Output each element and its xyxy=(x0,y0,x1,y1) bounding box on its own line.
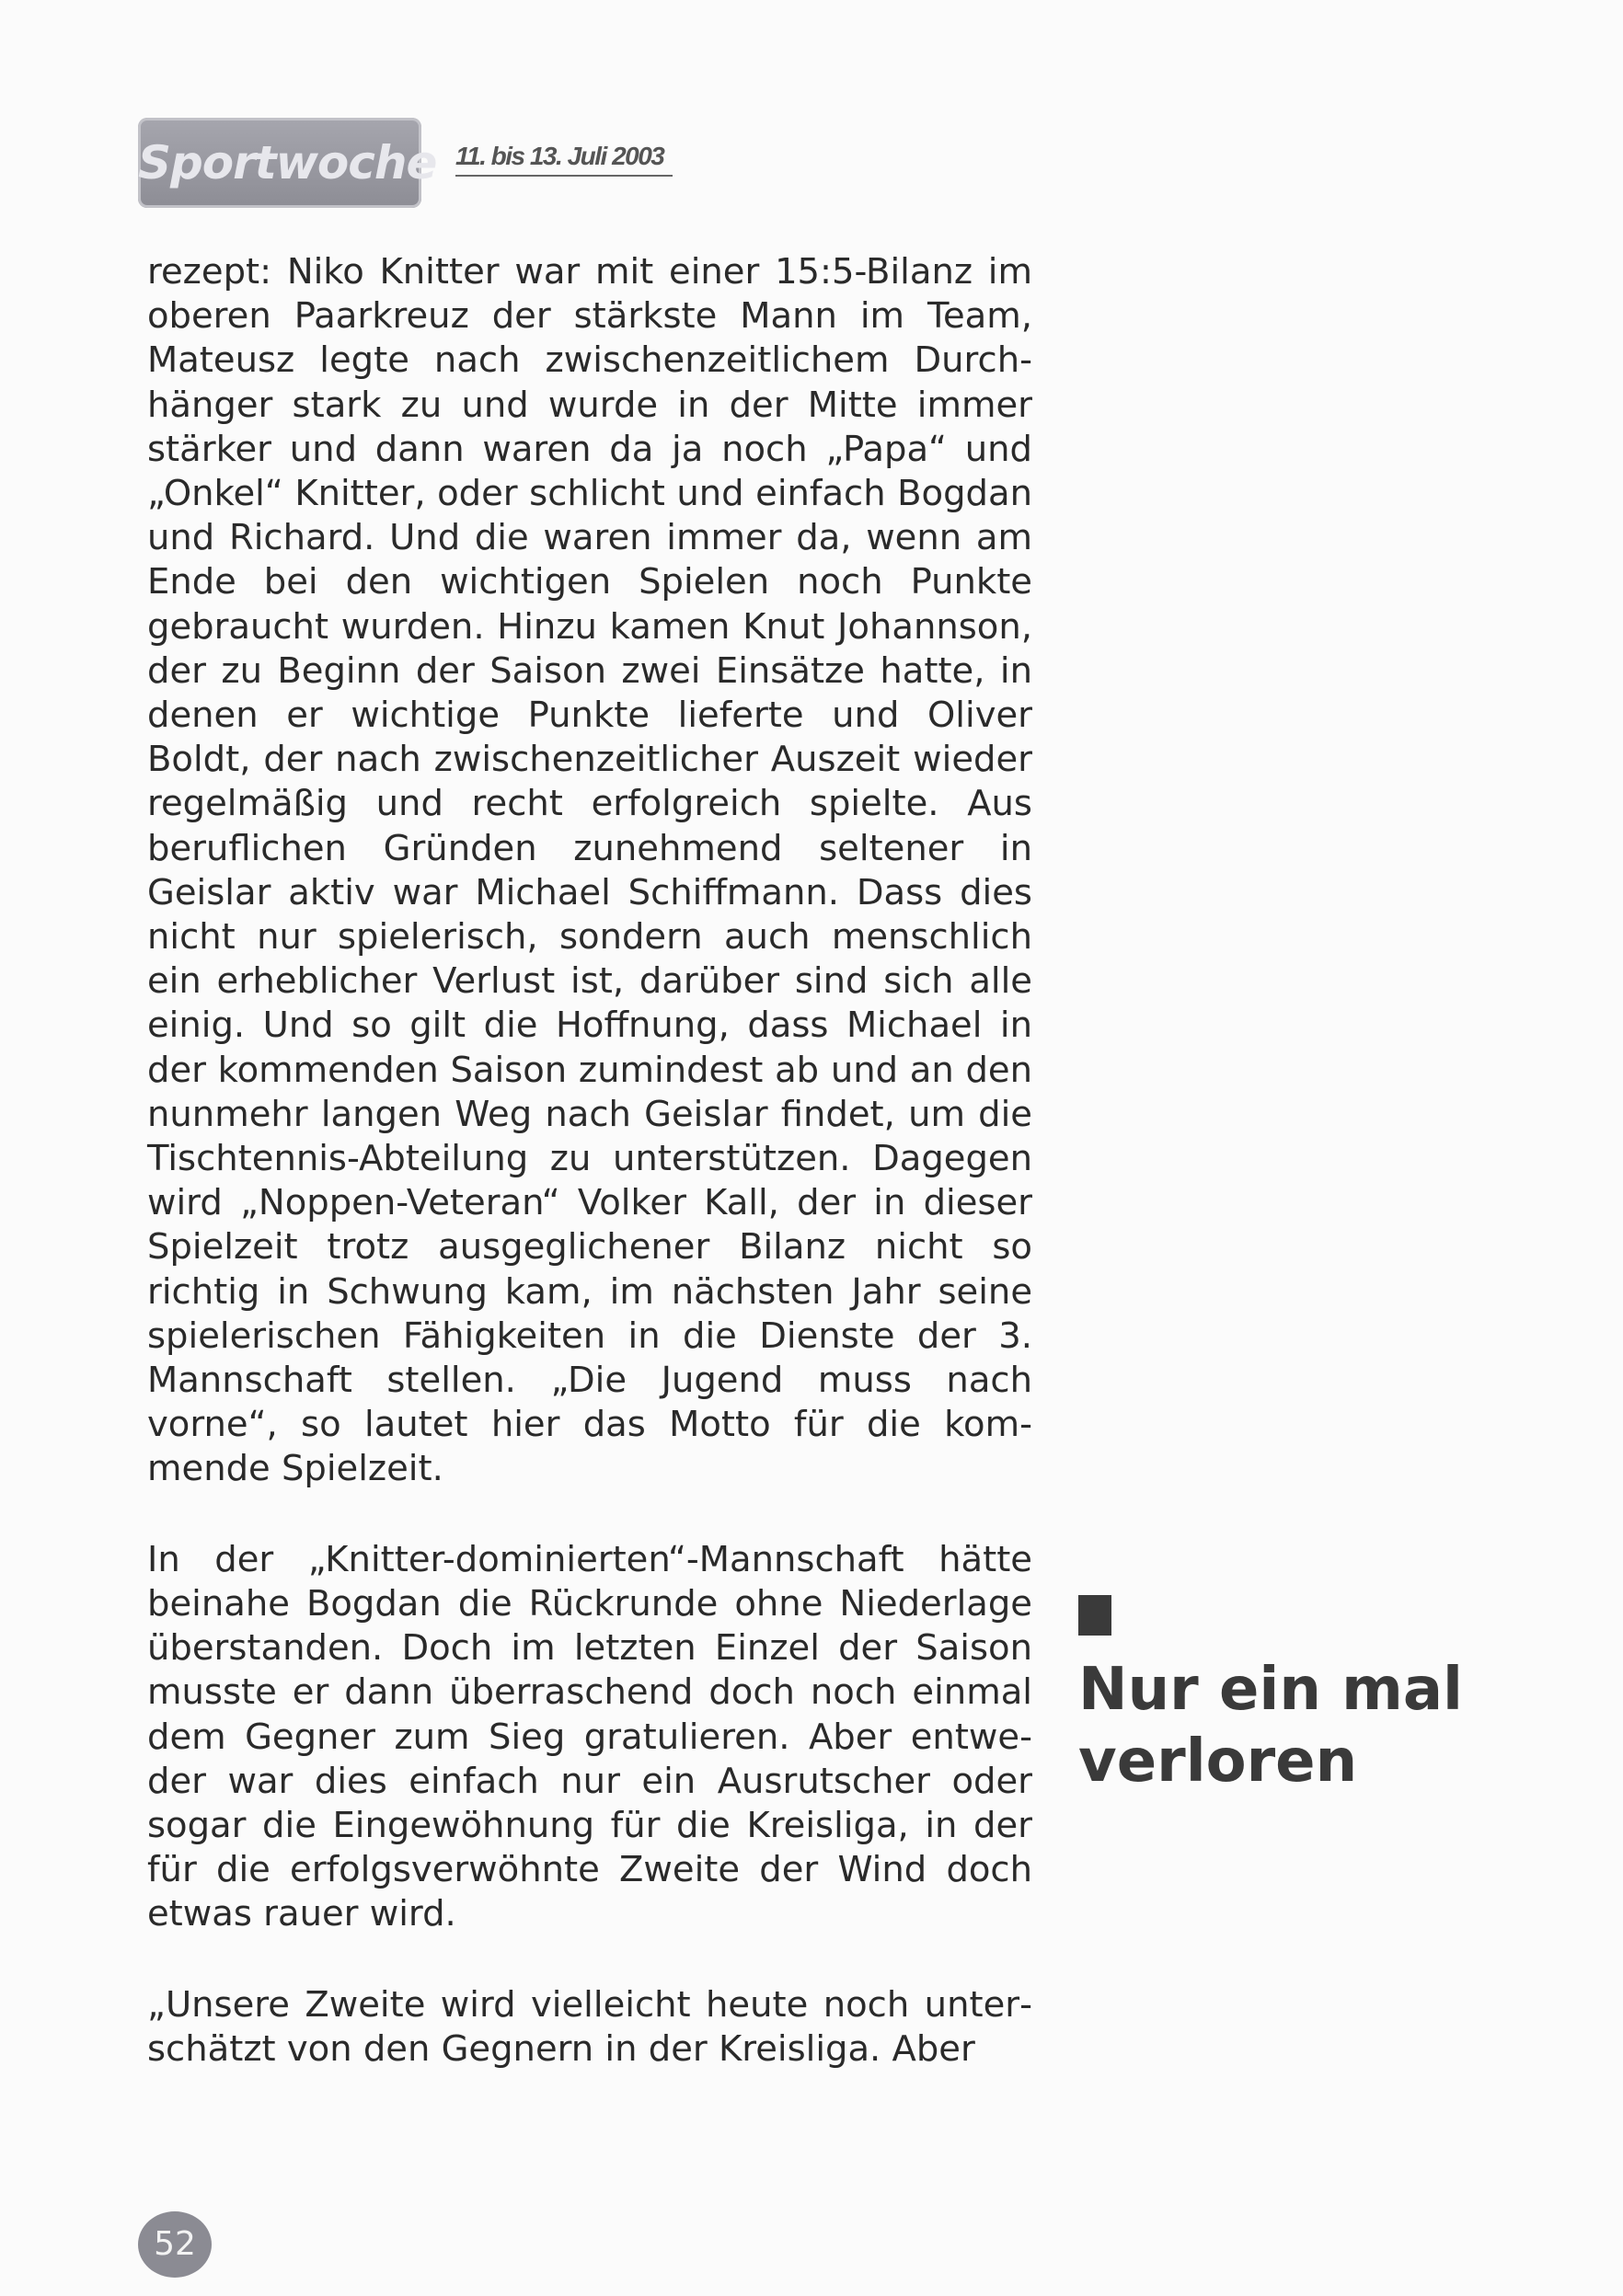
page-header xyxy=(138,114,745,215)
page-number: 52 xyxy=(138,2211,212,2278)
issue-date: 11. bis 13. Juli 2003 xyxy=(455,142,673,177)
paragraph-1: rezept: Niko Knitter war mit einer 15:5-Bilanz im oberen Paarkreuz der stärkste Mann im Team, Mateusz legte nach zwischenzeitlichem Durchhänger stark zu und wurde in der Mitte immer stärker und dann waren da ja noch „Papa“ und „Onkel“ Knitter, oder schlicht und einfach Bogdan und Richard. Und die waren immer da, wenn am Ende bei den wichtigen Spielen noch Punkte gebraucht wurden. Hinzu kamen Knut Johannson, der zu Beginn der Saison zwei Einsätze hatte, in denen er wichtige Punkte lieferte und Oliver Boldt, der nach zwischenzeitlicher Auszeit wieder regelmäßig und recht erfolgreich spielte. Aus beruflichen Gründen zunehmend seltener in Geislar aktiv war Michael Schiffmann. Dass dies nicht nur spielerisch, sondern auch menschlich ein erheblicher Verlust ist, darüber sind sich alle einig. Und so gilt die Hoffnung, dass Michael in der kommenden Saison zumindest ab und an den nunmehr langen Weg nach Geislar findet, um die Tischtennis-Abteilung zu unterstützen. Dagegen wird „Noppen-Veteran“ Volker Kall, der in dieser Spielzeit trotz ausgeglichener Bilanz nicht so richtig in Schwung kam, im nächsten Jahr seine spielerischen Fähigkeiten in die Dienste der 3. Mannschaft stellen. „Die Jugend muss nach vorne“, so lautet hier das Motto für die kommende Spielzeit. xyxy=(147,251,1032,1490)
article-body xyxy=(147,250,1032,2118)
paragraph-3: „Unsere Zweite wird vielleicht heute noch unterschätzt von den Gegnern in der Kreisliga. Aber xyxy=(147,1983,1032,2070)
heading-line-2: verloren xyxy=(1078,1728,1358,1796)
paragraph-2: In der „Knitter-dominierten“-Mannschaft hätte beinahe Bogdan die Rückrunde ohne Niederlage überstanden. Doch im letzten Einzel der Saison musste er dann überraschend doch noch einmal dem Gegner zum Sieg gratulieren. Aber entweder war dies einfach nur ein Ausrutscher oder sogar die Eingewöhnung für die Kreisliga, in der für die erfolgsverwöhnte Zweite der Wind doch etwas rauer wird. xyxy=(147,1538,1032,1935)
side-heading xyxy=(1078,1595,1538,1797)
square-bullet-icon xyxy=(1078,1595,1111,1636)
heading-line-1: Nur ein mal xyxy=(1078,1656,1463,1724)
section-logo: Sportwoche xyxy=(138,118,421,208)
